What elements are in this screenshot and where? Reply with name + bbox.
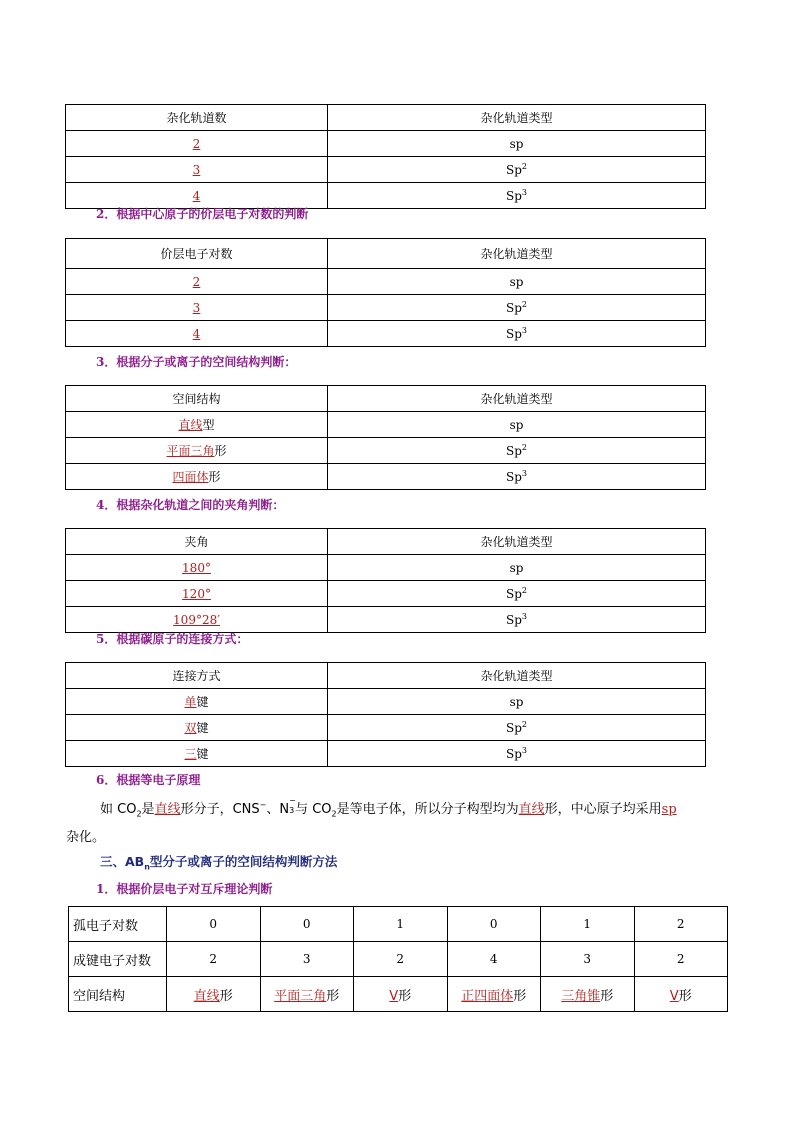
section-heading (96, 496, 284, 513)
table-row (66, 555, 706, 581)
table-cell: 型 (202, 417, 215, 432)
table-cell: Sp (506, 746, 522, 761)
table-cell: sp (509, 694, 524, 709)
table-cell: 2 (192, 274, 201, 289)
table-header-row (66, 239, 706, 269)
superscript: − (259, 800, 267, 810)
table-row (69, 977, 728, 1012)
heading-number: 6． (96, 773, 117, 787)
table-row (66, 321, 706, 347)
answer-text: 三角锥 (561, 988, 601, 1004)
section-3-heading (100, 852, 337, 870)
table-cell: 三 (184, 746, 197, 761)
table-cell: 3 (192, 162, 201, 177)
paragraph-text: 如 CO (100, 802, 137, 817)
paragraph-text: 是等电子体，所以分子构型均为 (336, 802, 519, 817)
table-row (66, 464, 706, 490)
table-cell: 3 (541, 942, 635, 977)
answer-text: 直线 (518, 802, 545, 817)
heading-number: 4． (96, 498, 117, 512)
table-row (66, 581, 706, 607)
header-cell: 杂化轨道类型 (328, 386, 706, 412)
carbon-bond-table (65, 662, 706, 767)
table-header-row (66, 105, 706, 131)
table-cell: Sp (506, 162, 522, 177)
table-row (69, 907, 728, 942)
table-cell: 0 (447, 907, 541, 942)
superscript: 2 (521, 585, 527, 595)
heading-text: 根据中心原子的价层电子对数的判断 (116, 207, 309, 221)
table-cell: 平面三角 (166, 443, 215, 458)
table-header-row (66, 386, 706, 412)
table-cell: 3 (192, 300, 201, 315)
table-row (66, 157, 706, 183)
spatial-structure-table (65, 385, 706, 490)
table-cell: 4 (192, 326, 201, 341)
table-cell: Sp (506, 612, 522, 627)
bond-angle-table (65, 528, 706, 633)
table-cell: 形 (208, 469, 221, 484)
table-cell: 180° (182, 560, 211, 575)
table-cell: 形 (214, 443, 227, 458)
vsepr-table (68, 906, 728, 1012)
table-cell: 形 (326, 988, 340, 1004)
superscript: 2 (521, 442, 527, 452)
table-cell: Sp (506, 188, 522, 203)
table-cell: 键 (196, 746, 209, 761)
answer-text: 直线 (193, 988, 220, 1004)
table-cell: sp (509, 274, 524, 289)
paragraph-text: 形，中心原子均采用 (544, 802, 662, 817)
valence-pair-table (65, 238, 706, 347)
superscript: 3 (521, 187, 527, 197)
table-cell: 形 (398, 988, 412, 1004)
table-cell: 形 (678, 988, 692, 1004)
superscript: 2 (521, 161, 527, 171)
table-cell: 形 (219, 988, 233, 1004)
superscript: 2 (521, 299, 527, 309)
table-cell: 120° (182, 586, 211, 601)
section-heading (96, 771, 200, 788)
table-cell: 3 (260, 942, 354, 977)
table-cell: 1 (541, 907, 635, 942)
heading-number: 3． (96, 355, 117, 369)
row-label: 空间结构 (69, 977, 167, 1012)
table-cell: 1 (354, 907, 448, 942)
superscript: 3 (521, 611, 527, 621)
table-row (66, 715, 706, 741)
section-heading (96, 630, 248, 647)
answer-text: 正四面体 (461, 988, 514, 1004)
table-cell: Sp (506, 443, 522, 458)
table-row (66, 131, 706, 157)
table-row (66, 689, 706, 715)
table-cell: 2 (634, 942, 728, 977)
paragraph-text: 是 (141, 802, 155, 817)
superscript: 3 (521, 745, 527, 755)
table-row (66, 438, 706, 464)
heading-text: 根据分子或离子的空间结构判断： (116, 355, 297, 369)
paragraph-line-2: 杂化。 (66, 830, 106, 845)
superscript: 2 (521, 719, 527, 729)
table-cell: Sp (506, 300, 522, 315)
section-heading (96, 353, 296, 370)
header-cell: 杂化轨道类型 (328, 529, 706, 555)
section-heading (96, 880, 272, 897)
table-header-row (66, 663, 706, 689)
table-cell: sp (509, 560, 524, 575)
table-cell: 2 (167, 942, 261, 977)
heading-number: 5． (96, 632, 117, 646)
header-cell: 夹角 (66, 529, 328, 555)
table-cell: 2 (354, 942, 448, 977)
hybrid-orbital-count-table (65, 104, 706, 209)
table-row (66, 412, 706, 438)
table-row (66, 269, 706, 295)
table-cell: 形 (513, 988, 527, 1004)
table-cell: 键 (196, 694, 209, 709)
table-row (69, 942, 728, 977)
answer-text: 直线 (154, 802, 181, 817)
table-cell: 直线 (178, 417, 203, 432)
table-cell: sp (509, 417, 524, 432)
table-cell: Sp (506, 586, 522, 601)
header-cell: 价层电子对数 (66, 239, 328, 269)
table-cell: Sp (506, 326, 522, 341)
table-cell: 0 (260, 907, 354, 942)
table-cell: Sp (506, 469, 522, 484)
answer-text: 平面三角 (274, 988, 327, 1004)
row-label: 成键电子对数 (69, 942, 167, 977)
table-cell: 4 (447, 942, 541, 977)
heading-text: 根据等电子原理 (116, 773, 201, 787)
subscript: 2 (136, 809, 142, 819)
table-row (66, 295, 706, 321)
table-cell: 2 (634, 907, 728, 942)
table-cell: 四面体 (172, 469, 209, 484)
table-cell: 双 (184, 720, 197, 735)
heading-number: 2． (96, 207, 117, 221)
table-cell: 2 (192, 136, 201, 151)
answer-text: sp (661, 802, 677, 817)
subscript: 2 (331, 809, 337, 819)
heading-text: 根据碳原子的连接方式： (116, 632, 249, 646)
header-cell: 杂化轨道类型 (328, 239, 706, 269)
paragraph-text: 、N (266, 802, 290, 817)
section-heading (96, 205, 308, 222)
heading-text: 根据杂化轨道之间的夹角判断： (116, 498, 285, 512)
heading-text: 型分子或离子的空间结构判断方法 (149, 854, 338, 869)
table-header-row (66, 529, 706, 555)
superscript: 3 (521, 468, 527, 478)
table-cell: 单 (184, 694, 197, 709)
header-cell: 杂化轨道类型 (328, 105, 706, 131)
table-cell: sp (509, 136, 524, 151)
table-cell: 形 (600, 988, 614, 1004)
table-cell: 键 (196, 720, 209, 735)
table-cell: 0 (167, 907, 261, 942)
header-cell: 空间结构 (66, 386, 328, 412)
answer-text: V (389, 988, 399, 1004)
header-cell: 连接方式 (66, 663, 328, 689)
answer-text: V (669, 988, 679, 1004)
table-cell: Sp (506, 720, 522, 735)
table-row (66, 607, 706, 633)
heading-text: 三、AB (100, 854, 145, 869)
table-cell: 109°28′ (173, 612, 220, 627)
subscript: n (144, 862, 150, 872)
superscript: 3 (521, 325, 527, 335)
row-label: 孤电子对数 (69, 907, 167, 942)
table-row (66, 741, 706, 767)
table-cell: 4 (192, 188, 201, 203)
header-cell: 杂化轨道数 (66, 105, 328, 131)
isoelectronic-paragraph: 如 $CO_2$是直线形分子，CNS−、N − 3 与 $CO_2$是等电子体，所以分子构型均为直线形，中心原子均采用sp (100, 796, 677, 819)
paragraph-text: 形分子，CNS (180, 802, 260, 817)
paragraph-text: 与 CO (295, 802, 332, 817)
heading-number: 1． (96, 882, 117, 896)
header-cell: 杂化轨道类型 (328, 663, 706, 689)
heading-text: 根据价层电子对互斥理论判断 (116, 882, 273, 896)
